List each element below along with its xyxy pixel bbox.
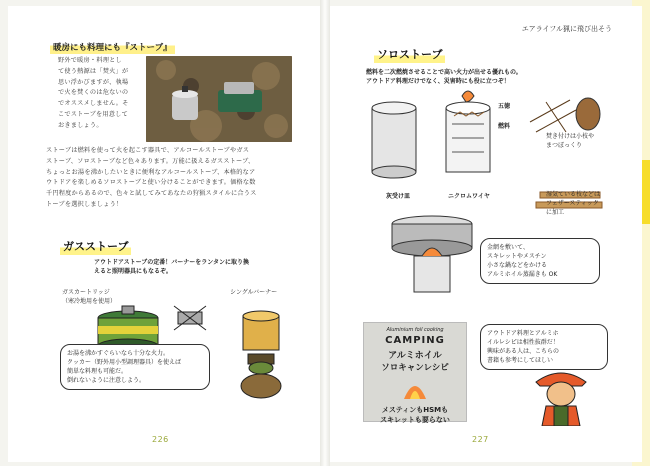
label-gotoku: 五徳 (498, 103, 511, 110)
label-cartridge: ガスカートリッジ （寒冷地用を使用） (62, 289, 117, 305)
label-ash: 灰受け皿 (386, 193, 411, 200)
hunter-callout: アウトドア料理とアルミホ イルレシピは相性抜群だ！ 興味がある人は、こちらの 書籍も参考にしてほしい (480, 324, 608, 370)
stove-photo (146, 56, 292, 142)
page-number-left: 226 (152, 435, 169, 444)
solo-stove-title: ソロストーブ (374, 46, 445, 63)
intro-text: 野外で暖房・料理とし て使う熱源は「焚火」が 思い浮かびますが、執場 で火を焚くのは危ないの でオススメしません。そ こでストーブを用意して おきましょう。 (58, 57, 129, 129)
gas-stove-title: ガスストーブ (60, 238, 131, 255)
book-gutter (320, 0, 330, 466)
gas-caption: アウトドアストーブの定番！バーナーをランタンに取り換 えると照明器具にもなるぞ。 (94, 259, 250, 275)
stove-heading: 暖房にも料理にも『ストーブ』 (50, 40, 175, 54)
solo-caption: 燃料を二次燃焼させることで高い火力が出せる優れもの。 アウトドア料理だけでなく、災害時にも役に立つぞ！ (366, 69, 522, 85)
page-number-right: 227 (472, 435, 489, 444)
body-text: ストーブは燃料を使って火を起こす器具で、アルコールストーブやガス ストーブ、ソロストーブなど色々あります。万能に扱えるガスストーブ、 ちょっとお湯を沸かしたいときに便利なアルコールストーブ、本格的なア ウトドアを楽しめるソロストーブと使い分けることができます。価格な数 千円程度からあるので、色々と試してみてあなたの狩猟スタイルに合うス トーブを選択しましょう！ (46, 147, 257, 208)
hunter-illustration (526, 364, 596, 426)
recipe-book-cover: Aluminium foil cooking CAMPING アルミホイル ソロキャンレシピ メスティンもHSMも スキレットも要らない (363, 322, 467, 422)
label-kindling: 焚き付けは小枝や まつぼっくり (546, 133, 595, 149)
gas-callout: お湯を沸かすぐらいなら十分な火力。 クッカー（野外用小型調理器具）を使えば 簡単な料理も可能だ。 倒れないように注意しよう。 (60, 344, 210, 390)
pot-callout: 金網を敷いて、 スキレットやメスチン 小さな鍋などをかける アルミホイル蒸漏きも OK (480, 238, 600, 284)
label-feather: 湿気ている枝などは フェザースティック に加工 (546, 191, 601, 216)
label-wire: ニクロムワイヤ (448, 193, 490, 200)
right-page (330, 6, 642, 462)
running-head: エアライフル猟に飛び出そう (521, 25, 612, 33)
pot-on-stove-illustration (380, 210, 490, 300)
label-burner: シングルバーナー (230, 289, 278, 296)
label-fuel: 燃料 (498, 123, 511, 130)
solo-stove-illustration (366, 88, 516, 198)
left-page (8, 6, 320, 462)
